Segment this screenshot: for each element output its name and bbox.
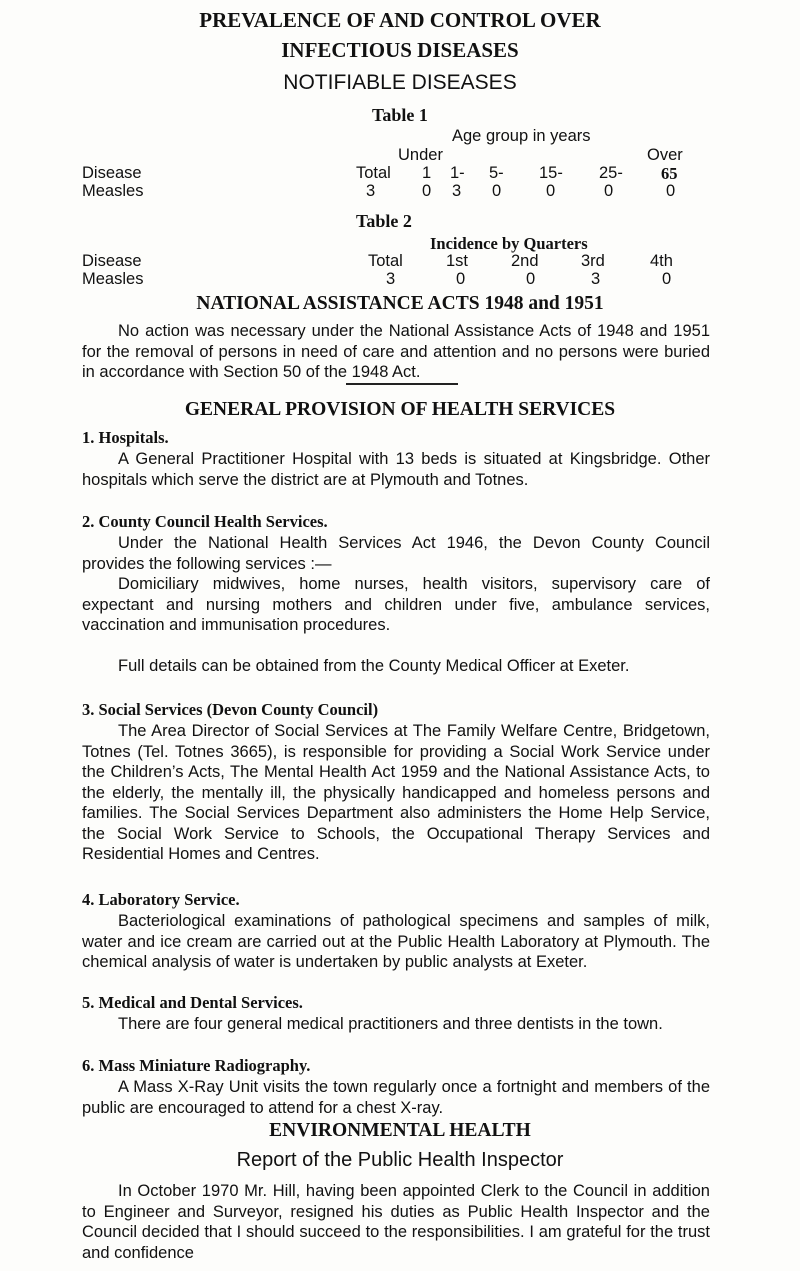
table-1-cell: 0 [666,182,676,200]
environmental-paragraph: In October 1970 Mr. Hill, having been appointed Clerk to the Council in addition to Engineer and Surveyor, resigned his duties as Public Health Inspector and the Council decided that I should succeed to the responsibilities. I am grateful for the trust and confidence [82,1182,710,1262]
table-1-row-label: Measles [82,182,144,200]
table-1-cell: 3 [452,182,462,200]
table-1-cell: 0 [422,182,432,200]
medical-dental-paragraph: There are four general medical practitioners and three dentists in the town. [118,1015,663,1033]
table-1-header-under-1: 1 [422,164,432,182]
table-1-disease-label: Disease [82,164,142,182]
table-2-row-label: Measles [82,270,144,288]
table-2-cell: 3 [386,270,396,288]
table-1-cell: 0 [546,182,556,200]
radiography-paragraph: A Mass X-Ray Unit visits the town regularly once a fortnight and members of the public are encouraged to attend for a chest X-ray. [82,1078,710,1117]
table-2-cell: 3 [591,270,601,288]
table-1-header-65: 65 [661,164,678,183]
table-1-caption: Table 1 [372,105,428,125]
table-1-under-label: Under [398,146,443,164]
county-council-services-paragraph: Domiciliary midwives, home nurses, health visitors, supervisory care of expectant and nursing mothers and children under five, ambulance services, vaccination and immunisation procedures. [82,575,710,634]
laboratory-paragraph: Bacteriological examinations of pathological specimens and samples of milk, water and ice cream are carried out at the Public Health Laboratory at Plymouth. The chemical analysis of water is undertaken by public analysts at Exeter. [82,912,710,971]
item-heading-medical-dental: 5. Medical and Dental Services. [82,993,303,1012]
section-divider [346,383,458,385]
section-subheading-inspector-report: Report of the Public Health Inspector [236,1149,564,1171]
table-2-cell: 0 [526,270,536,288]
hospitals-paragraph: A General Practitioner Hospital with 13 beds is situated at Kingsbridge. Other hospitals which serve the district are at Plymouth and Totnes. [82,450,710,489]
table-2-header-3rd: 3rd [581,252,605,270]
page-title-line-1: PREVALENCE OF AND CONTROL OVER [199,8,601,32]
table-2-caption: Table 2 [356,211,412,231]
county-council-details-paragraph: Full details can be obtained from the County Medical Officer at Exeter. [118,657,630,675]
table-2-cell: 0 [456,270,466,288]
table-1-header-25: 25- [599,164,623,182]
item-heading-laboratory: 4. Laboratory Service. [82,890,240,909]
table-1-header-1: 1- [450,164,465,182]
item-heading-hospitals: 1. Hospitals. [82,428,169,447]
section-heading-general-provision: GENERAL PROVISION OF HEALTH SERVICES [184,399,616,420]
section-heading-notifiable: NOTIFIABLE DISEASES [283,71,517,94]
table-2-header-1st: 1st [446,252,469,270]
table-2-group-header: Incidence by Quarters [430,234,588,253]
table-2-header-total: Total [368,252,403,270]
table-1-cell: 0 [492,182,502,200]
page-title-line-2: INFECTIOUS DISEASES [281,38,519,62]
table-1-header-total: Total [356,164,391,182]
table-1-group-header: Age group in years [452,127,591,145]
section-heading-environmental-health: ENVIRONMENTAL HEALTH [269,1120,531,1141]
table-2-disease-label: Disease [82,252,142,270]
table-2-cell: 0 [662,270,672,288]
table-1-header-5: 5- [489,164,504,182]
county-council-paragraph: Under the National Health Services Act 1946, the Devon County Council provides the following services :— [82,534,710,573]
national-assistance-paragraph: No action was necessary under the National Assistance Acts of 1948 and 1951 for the removal of persons in need of care and attention and no persons were buried in accordance with Section 50 of the 1948 Act. [82,322,710,381]
table-1-cell: 0 [604,182,614,200]
section-heading-national-assistance: NATIONAL ASSISTANCE ACTS 1948 and 1951 [196,293,604,314]
item-heading-county-council: 2. County Council Health Services. [82,512,328,531]
table-2-header-2nd: 2nd [511,252,539,270]
item-heading-radiography: 6. Mass Miniature Radiography. [82,1056,311,1075]
table-1-header-15: 15- [539,164,563,182]
table-2-header-4th: 4th [650,252,673,270]
table-1-cell: 3 [366,182,376,200]
item-heading-social-services: 3. Social Services (Devon County Council) [82,700,379,719]
social-services-paragraph: The Area Director of Social Services at The Family Welfare Centre, Bridgetown, Totnes (Tel. Totnes 3665), is responsible for providing a Social Work Service under the Children’s Acts, The Mental Health Act 1959 and the National Assistance Acts, to the elderly, the mentally ill, the physically handicapped and homeless persons and families. The Social Services Department also administers the Home Help Service, the Social Work Service to Schools, the Occupational Therapy Services and Residential Homes and Centres. [82,722,710,863]
table-1-over-label: Over [647,146,683,164]
